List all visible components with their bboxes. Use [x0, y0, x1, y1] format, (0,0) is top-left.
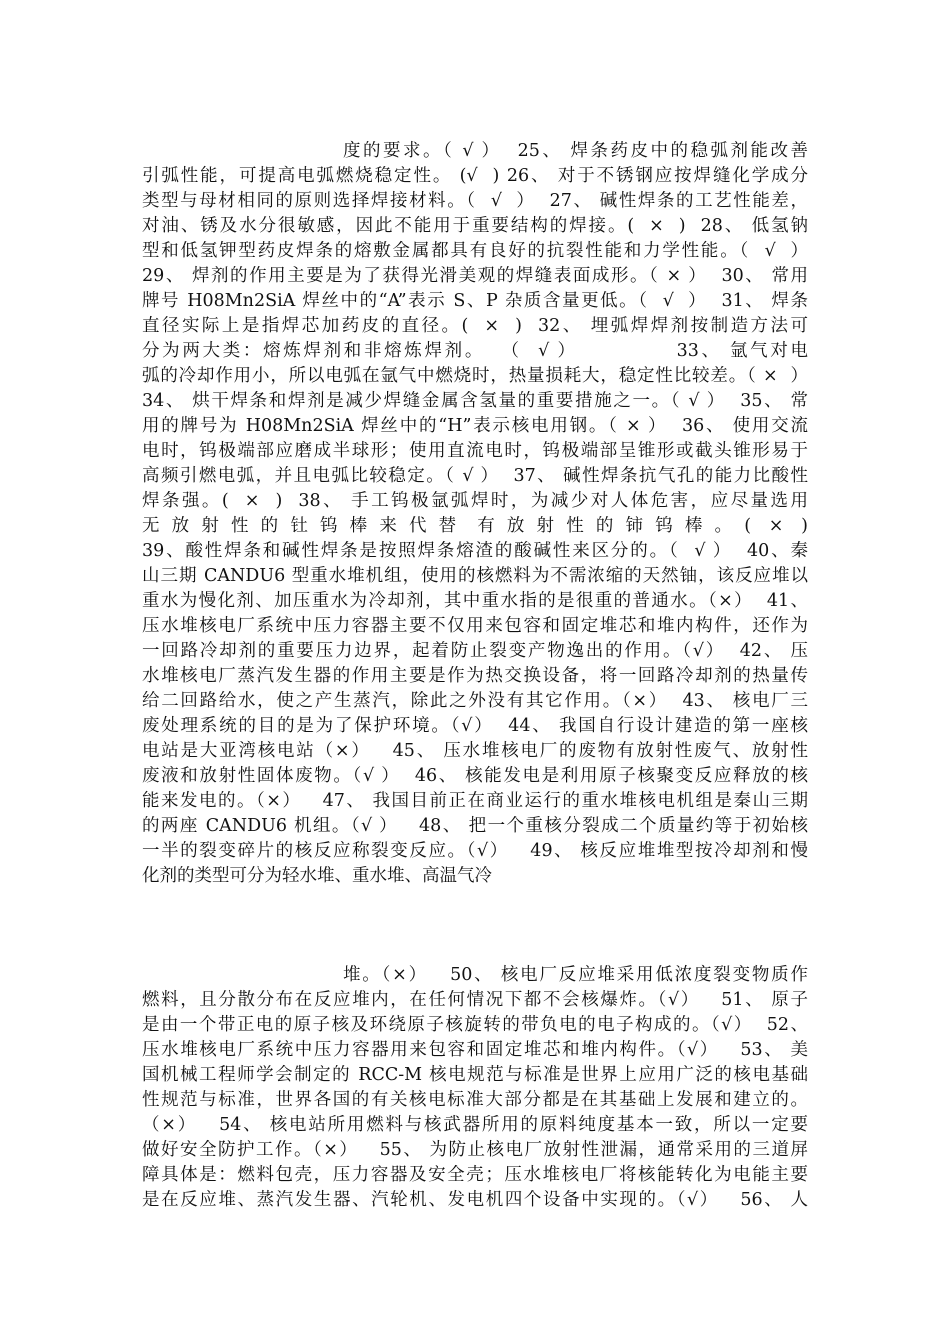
text-line: 水堆核电厂蒸汽发生器的作用主要是作为热交换设备，将一回路冷却剂的热量传	[142, 666, 808, 686]
text-line: 山三期 CANDU6 型重水堆机组，使用的核燃料为不需浓缩的天然铀，该反应堆以	[142, 566, 808, 586]
text-line: 国机械工程师学会制定的 RCC-M 核电规范与标准是世界上应用广泛的核电基础	[142, 1065, 808, 1085]
text-line: 度的要求。（ √ ） 25、 焊条药皮中的稳弧剂能改善	[343, 141, 808, 161]
text-line: 类型与母材相同的原则选择焊接材料。（ √ ） 27、 碱性焊条的工艺性能差，	[142, 191, 808, 211]
text-line: 直径实际上是指焊芯加药皮的直径。( × ) 32、 埋弧焊焊剂按制造方法可	[142, 316, 808, 336]
text-line: 牌号 H08Mn2SiA 焊丝中的“A”表示 S、P 杂质含量更低。（ √ ） 31、 焊条	[142, 291, 808, 311]
text-line: 无 放 射 性 的 钍 钨 棒 来 代 替 有 放 射 性 的 铈 钨 棒 。 ( × )	[142, 516, 808, 536]
text-line: 焊条强。( × ) 38、 手工钨极氩弧焊时，为减少对人体危害，应尽量选用	[142, 491, 808, 511]
text-line: 是由一个带正电的原子核及环绕原子核旋转的带负电的电子构成的。（√） 52、	[142, 1015, 808, 1035]
text-line: 能来发电的。（×） 47、 我国目前正在商业运行的重水堆核电机组是秦山三期	[142, 791, 808, 811]
text-line: 是在反应堆、蒸汽发生器、汽轮机、发电机四个设备中实现的。（√） 56、 人	[142, 1190, 808, 1210]
text-line: 分为两大类：熔炼焊剂和非熔炼焊剂。 （ √ ） 33、 氩气对电	[142, 341, 808, 361]
text-line: 压水堆核电厂系统中压力容器主要不仅用来包容和固定堆芯和堆内构件，还作为	[142, 616, 808, 636]
text-line: 重水为慢化剂、加压重水为冷却剂，其中重水指的是很重的普通水。（×） 41、	[142, 591, 808, 611]
text-line: 弧的冷却作用小，所以电弧在氩气中燃烧时，热量损耗大，稳定性比较差。（ × ）	[142, 366, 808, 386]
text-line: 电时，钨极端部应磨成半球形；使用直流电时，钨极端部呈锥形或截头锥形易于	[142, 441, 808, 461]
text-line: （×） 54、 核电站所用燃料与核武器所用的原料纯度基本一致，所以一定要	[142, 1115, 808, 1135]
text-line: 34、 烘干焊条和焊剂是减少焊缝金属含氢量的重要措施之一。（ √ ） 35、 常	[142, 391, 808, 411]
text-line: 化剂的类型可分为轻水堆、重水堆、高温气冷	[142, 866, 492, 886]
text-line: 用的牌号为 H08Mn2SiA 焊丝中的“H”表示核电用钢。（ × ） 36、 使用交流	[142, 416, 808, 436]
text-line: 29、 焊剂的作用主要是为了获得光滑美观的焊缝表面成形。（ × ） 30、 常用	[142, 266, 808, 286]
text-line: 39、酸性焊条和碱性焊条是按照焊条熔渣的酸碱性来区分的。（ √ ） 40、秦	[142, 541, 808, 561]
text-line: 燃料，且分散分布在反应堆内，在任何情况下都不会核爆炸。（√） 51、 原子	[142, 990, 808, 1010]
text-line: 做好安全防护工作。（×） 55、 为防止核电厂放射性泄漏，通常采用的三道屏	[142, 1140, 808, 1160]
text-line: 电站是大亚湾核电站（×） 45、 压水堆核电厂的废物有放射性废气、放射性	[142, 741, 808, 761]
text-line: 的两座 CANDU6 机组。（√ ） 48、 把一个重核分裂成二个质量约等于初始核	[142, 816, 808, 836]
text-line: 堆。（×） 50、 核电厂反应堆采用低浓度裂变物质作	[343, 965, 808, 985]
text-line: 引弧性能，可提高电弧燃烧稳定性。 (√ ) 26、 对于不锈钢应按焊缝化学成分	[142, 166, 808, 186]
text-line: 一半的裂变碎片的核反应称裂变反应。（√） 49、 核反应堆堆型按冷却剂和慢	[142, 841, 808, 861]
text-line: 障具体是：燃料包壳，压力容器及安全壳；压水堆核电厂将核能转化为电能主要	[142, 1165, 808, 1185]
text-line: 高频引燃电弧，并且电弧比较稳定。（ √ ） 37、 碱性焊条抗气孔的能力比酸性	[142, 466, 808, 486]
text-line: 废液和放射性固体废物。（√ ） 46、 核能发电是利用原子核聚变反应释放的核	[142, 766, 808, 786]
text-line: 一回路冷却剂的重要压力边界，起着防止裂变产物逸出的作用。（√） 42、 压	[142, 641, 808, 661]
text-line: 性规范与标准，世界各国的有关核电标准大部分都是在其基础上发展和建立的。	[142, 1090, 808, 1110]
text-line: 给二回路给水，使之产生蒸汽，除此之外没有其它作用。（×） 43、 核电厂三	[142, 691, 808, 711]
text-line: 对油、锈及水分很敏感，因此不能用于重要结构的焊接。( × ) 28、 低氢钠	[142, 216, 808, 236]
text-line: 型和低氢钾型药皮焊条的熔敷金属都具有良好的抗裂性能和力学性能。（ √ ）	[142, 241, 808, 261]
text-line: 压水堆核电厂系统中压力容器用来包容和固定堆芯和堆内构件。（√） 53、 美	[142, 1040, 808, 1060]
text-line: 废处理系统的目的是为了保护环境。（√） 44、 我国自行设计建造的第一座核	[142, 716, 808, 736]
